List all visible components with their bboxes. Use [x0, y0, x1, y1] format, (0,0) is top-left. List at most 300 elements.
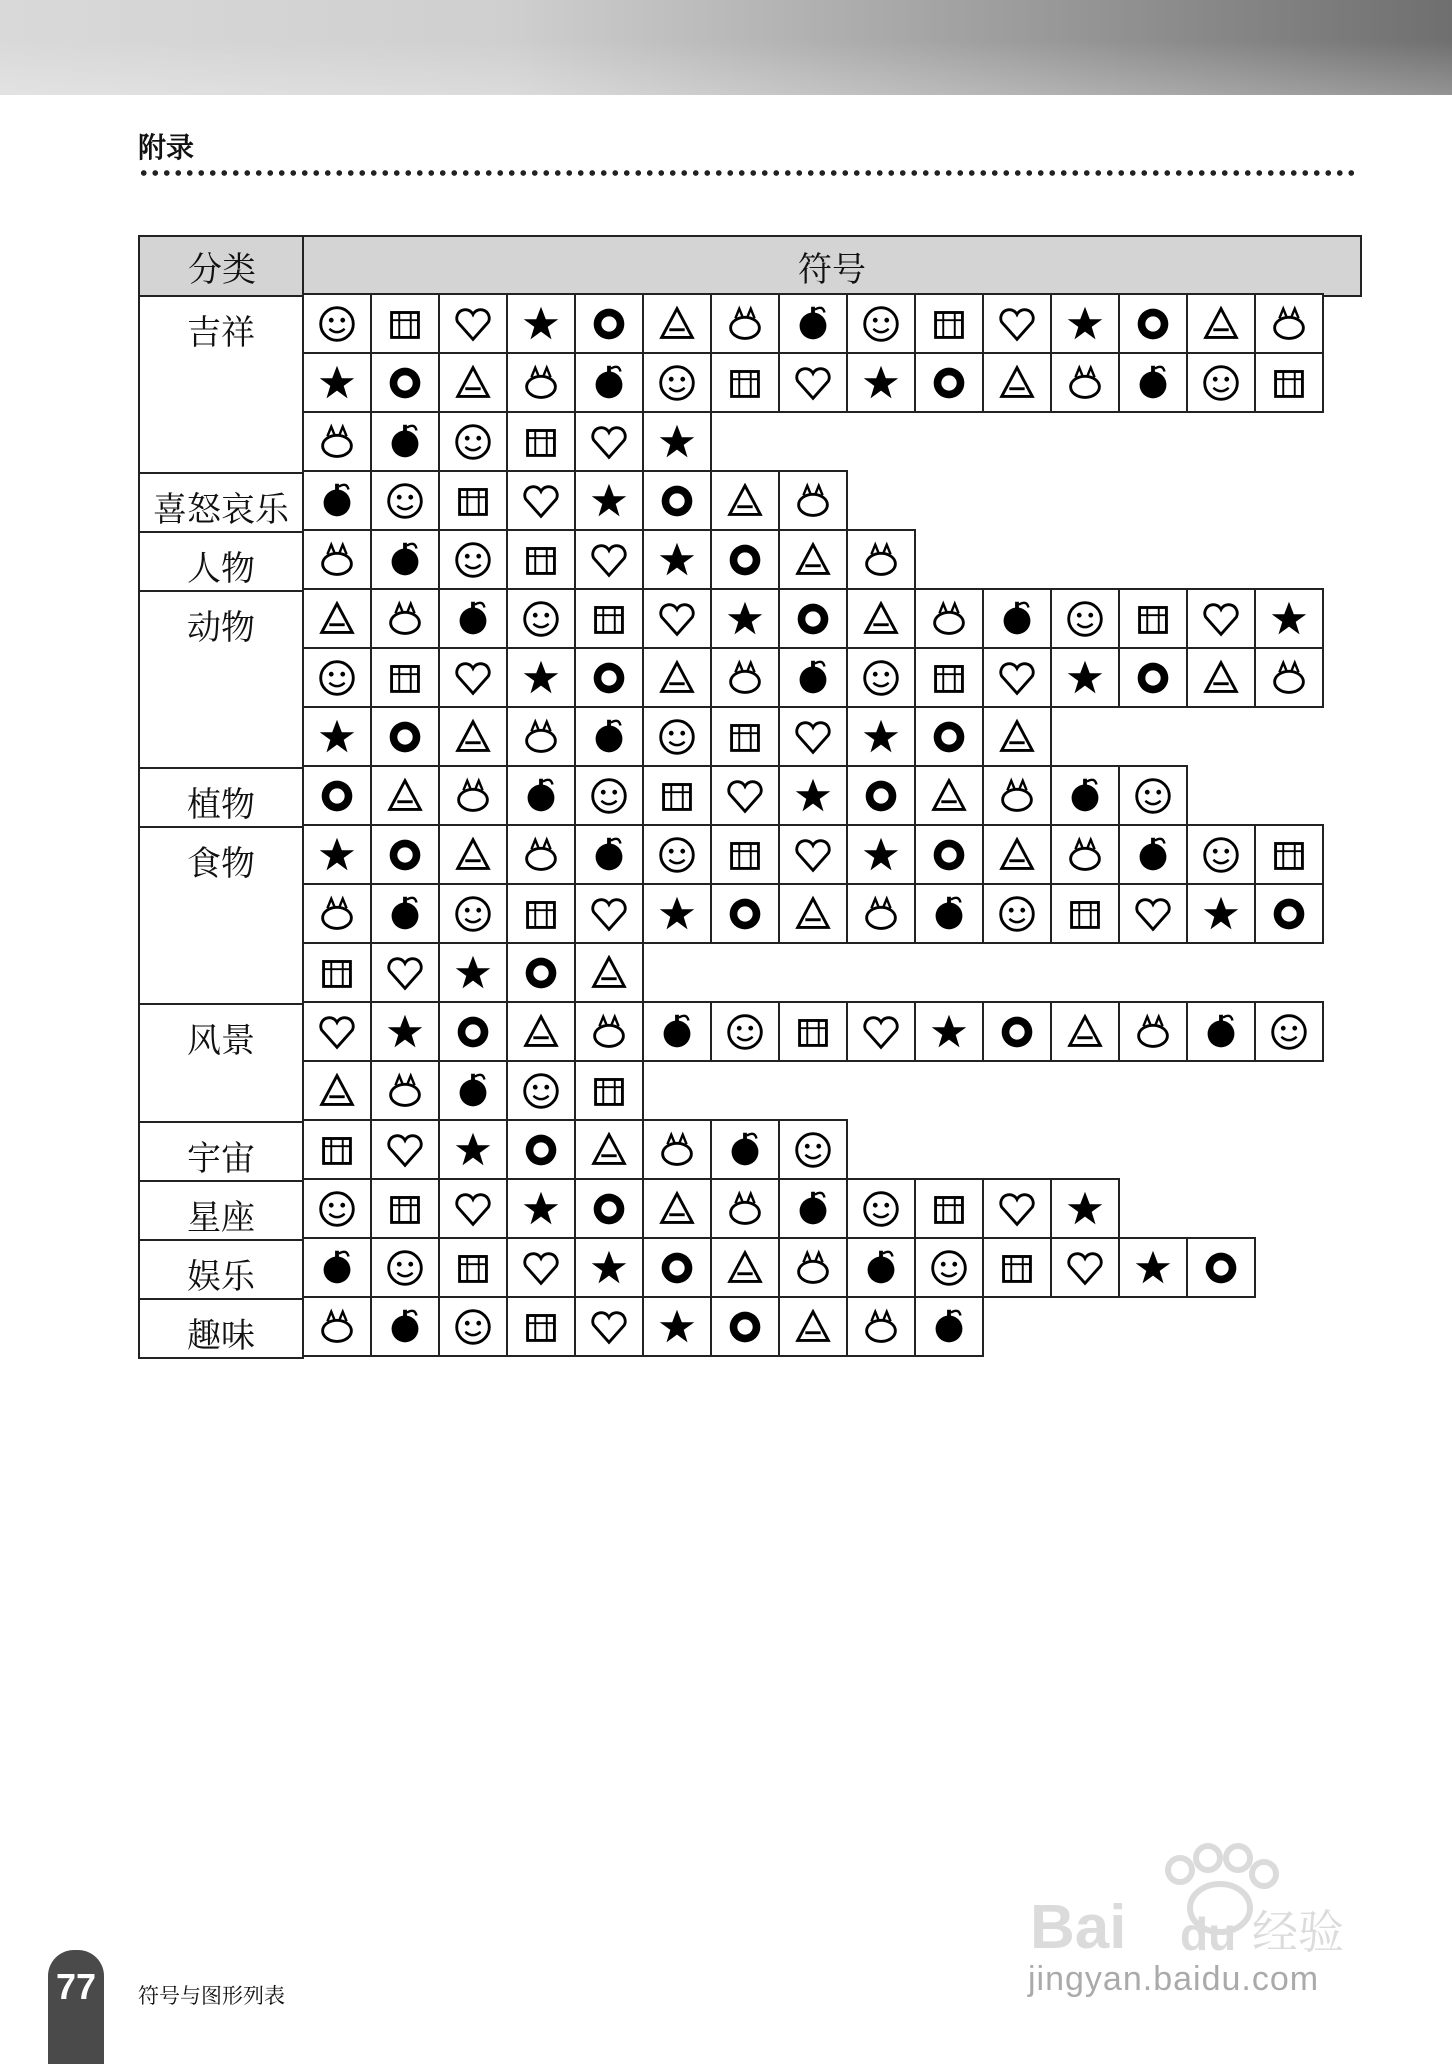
symbol-icon [314, 891, 360, 937]
symbol-cell [642, 647, 712, 708]
symbol-icon [314, 655, 360, 701]
symbol-icon [450, 773, 496, 819]
symbol-icon [314, 950, 360, 996]
symbol-cell [574, 1296, 644, 1357]
symbol-cell [506, 942, 576, 1003]
symbol-cell [506, 824, 576, 885]
symbol-cell [1254, 883, 1324, 944]
symbol-icon [1266, 360, 1312, 406]
symbol-cell [710, 293, 780, 354]
symbol-icon [314, 596, 360, 642]
symbol-cell [438, 706, 508, 767]
symbol-cell [370, 352, 440, 413]
symbol-icon [314, 537, 360, 583]
symbol-icon [926, 832, 972, 878]
symbol-cell [574, 824, 644, 885]
symbol-cell [914, 1296, 984, 1357]
symbol-icon [382, 714, 428, 760]
svg-text:Bai: Bai [1030, 1893, 1127, 1962]
symbol-icon [382, 301, 428, 347]
symbol-icon [994, 832, 1040, 878]
symbol-icon [790, 655, 836, 701]
symbol-cell [438, 529, 508, 590]
symbol-icon [858, 1186, 904, 1232]
symbol-cell [370, 883, 440, 944]
symbol-icon [1198, 1245, 1244, 1291]
symbol-cell [370, 411, 440, 472]
symbol-cell [370, 706, 440, 767]
symbol-icon [382, 891, 428, 937]
symbol-cell [370, 470, 440, 531]
symbol-cell [914, 706, 984, 767]
symbol-cell [914, 824, 984, 885]
symbol-icon [722, 832, 768, 878]
symbol-cell [982, 647, 1052, 708]
symbol-icon [1130, 360, 1176, 406]
symbol-icon [1130, 891, 1176, 937]
symbol-icon [450, 655, 496, 701]
symbol-icon [926, 891, 972, 937]
symbol-icon [1198, 360, 1244, 406]
symbol-icon [1266, 301, 1312, 347]
symbol-icon [858, 1245, 904, 1291]
symbol-cell [914, 588, 984, 649]
symbol-cell [506, 470, 576, 531]
symbol-cell [574, 942, 644, 1003]
symbol-icon [1062, 832, 1108, 878]
symbol-icon [518, 596, 564, 642]
symbol-cell [1050, 824, 1120, 885]
symbol-cell [982, 1001, 1052, 1062]
symbol-cell [370, 1060, 440, 1121]
symbol-icon [1198, 891, 1244, 937]
symbol-icon [790, 714, 836, 760]
symbol-cell [642, 883, 712, 944]
symbol-cell [846, 352, 916, 413]
symbol-cell [574, 588, 644, 649]
symbol-cell [642, 1178, 712, 1239]
symbol-cell [642, 470, 712, 531]
symbol-icon [994, 1009, 1040, 1055]
symbol-icon [790, 891, 836, 937]
symbol-icon [314, 1245, 360, 1291]
symbol-icon [790, 773, 836, 819]
symbol-cell [914, 765, 984, 826]
symbol-cell [642, 1237, 712, 1298]
symbol-icon [450, 1304, 496, 1350]
symbol-icon [1130, 655, 1176, 701]
symbol-icon [722, 1245, 768, 1291]
symbol-cell [982, 293, 1052, 354]
symbol-cell [438, 883, 508, 944]
symbol-icon [586, 1068, 632, 1114]
symbol-icon [450, 832, 496, 878]
dotted-divider [138, 169, 1360, 177]
symbol-icon [790, 301, 836, 347]
symbol-icon [518, 773, 564, 819]
symbol-cell [846, 1296, 916, 1357]
symbol-cell [1050, 588, 1120, 649]
symbol-cell [302, 942, 372, 1003]
symbol-icon [382, 1127, 428, 1173]
symbol-icon [722, 1186, 768, 1232]
symbol-cell [710, 1296, 780, 1357]
symbol-icon [654, 360, 700, 406]
symbol-icon [1266, 655, 1312, 701]
symbol-icon [586, 478, 632, 524]
symbol-icon [382, 360, 428, 406]
symbol-icon [654, 655, 700, 701]
symbol-cell [1050, 1237, 1120, 1298]
symbol-cell [302, 1237, 372, 1298]
symbol-icon [994, 1186, 1040, 1232]
symbol-cell [1050, 1001, 1120, 1062]
symbol-icon [926, 360, 972, 406]
symbol-icon [586, 1245, 632, 1291]
symbol-cell [506, 529, 576, 590]
symbol-icon [518, 655, 564, 701]
symbol-cell [506, 1178, 576, 1239]
symbol-icon [518, 1245, 564, 1291]
category-label: 宇宙 [138, 1121, 304, 1182]
symbol-icon [382, 537, 428, 583]
symbol-icon [654, 1186, 700, 1232]
symbol-cell [438, 352, 508, 413]
symbol-icon [314, 360, 360, 406]
category-label: 植物 [138, 767, 304, 828]
symbol-icon [382, 419, 428, 465]
symbol-cell [710, 1237, 780, 1298]
symbol-icon [518, 1009, 564, 1055]
symbol-icon [722, 360, 768, 406]
symbol-icon [722, 537, 768, 583]
symbol-cell [1254, 1001, 1324, 1062]
symbol-icon [858, 537, 904, 583]
symbol-cell [1118, 293, 1188, 354]
symbol-icon [1198, 596, 1244, 642]
symbol-icon [518, 301, 564, 347]
symbol-icon [858, 301, 904, 347]
symbol-icon [654, 596, 700, 642]
symbol-icon [586, 773, 632, 819]
symbol-icon [858, 596, 904, 642]
symbol-cell [982, 1237, 1052, 1298]
symbol-cell [506, 647, 576, 708]
symbol-cell [302, 529, 372, 590]
symbol-icon [1266, 596, 1312, 642]
symbol-icon [518, 1068, 564, 1114]
symbol-cell [1186, 647, 1256, 708]
symbol-cell [710, 883, 780, 944]
symbol-icon [654, 1009, 700, 1055]
symbol-icon [314, 1186, 360, 1232]
symbol-cell [302, 293, 372, 354]
symbol-icon [450, 537, 496, 583]
symbol-cell [1254, 647, 1324, 708]
symbol-icon [586, 1127, 632, 1173]
symbol-icon [382, 1009, 428, 1055]
symbol-cell [846, 647, 916, 708]
symbol-icon [314, 478, 360, 524]
symbol-cell [710, 352, 780, 413]
svg-text:du: du [1180, 1908, 1237, 1960]
symbol-cell [642, 411, 712, 472]
symbol-cell [574, 647, 644, 708]
symbol-icon [654, 419, 700, 465]
symbol-icon [586, 891, 632, 937]
symbol-cell [574, 765, 644, 826]
svg-text:经验: 经验 [1252, 1905, 1344, 1959]
symbol-cell [710, 647, 780, 708]
symbol-icon [722, 655, 768, 701]
symbol-icon [314, 773, 360, 819]
symbol-icon [518, 478, 564, 524]
symbol-cell [846, 588, 916, 649]
symbol-cell [370, 647, 440, 708]
symbol-cell [506, 883, 576, 944]
symbol-cell [1118, 883, 1188, 944]
symbol-cell [1118, 352, 1188, 413]
symbol-cell [1050, 765, 1120, 826]
symbol-icon [586, 419, 632, 465]
symbol-icon [314, 832, 360, 878]
symbol-icon [926, 301, 972, 347]
category-label: 动物 [138, 590, 304, 769]
symbol-icon [382, 596, 428, 642]
symbol-cell [438, 1178, 508, 1239]
symbol-cell [778, 293, 848, 354]
symbol-cell [302, 824, 372, 885]
symbol-cell [302, 1178, 372, 1239]
symbol-cell [302, 883, 372, 944]
symbol-cell [846, 1237, 916, 1298]
symbol-cell [778, 470, 848, 531]
symbol-cell [1050, 352, 1120, 413]
symbol-icon [586, 1009, 632, 1055]
symbol-icon [450, 1245, 496, 1291]
symbol-cell [370, 942, 440, 1003]
symbol-cell [1186, 352, 1256, 413]
symbol-icon [926, 1304, 972, 1350]
symbol-icon [858, 655, 904, 701]
symbol-icon [994, 773, 1040, 819]
symbol-icon [518, 950, 564, 996]
symbol-cell [302, 1119, 372, 1180]
symbol-cell [642, 765, 712, 826]
symbol-icon [858, 714, 904, 760]
symbol-cell [370, 824, 440, 885]
symbol-cell [778, 529, 848, 590]
symbol-cell [1118, 647, 1188, 708]
symbol-cell [914, 883, 984, 944]
symbol-icon [790, 1186, 836, 1232]
symbol-cell [778, 1296, 848, 1357]
symbol-cell [778, 765, 848, 826]
symbol-cell [1254, 588, 1324, 649]
symbol-cell [710, 588, 780, 649]
symbol-cell [778, 588, 848, 649]
symbol-icon [722, 596, 768, 642]
symbol-cell [438, 942, 508, 1003]
category-label: 趣味 [138, 1298, 304, 1359]
symbol-icon [994, 714, 1040, 760]
symbol-cell [574, 1119, 644, 1180]
footer-title: 符号与图形列表 [138, 1984, 285, 2008]
symbol-icon [654, 891, 700, 937]
symbol-cell [642, 1001, 712, 1062]
symbol-icon [926, 596, 972, 642]
symbol-cell [982, 883, 1052, 944]
symbol-icon [1198, 1009, 1244, 1055]
symbol-cell [438, 647, 508, 708]
symbol-icon [586, 950, 632, 996]
symbol-icon [926, 655, 972, 701]
symbol-cell [506, 1119, 576, 1180]
symbol-icon [654, 832, 700, 878]
symbol-icon [1062, 891, 1108, 937]
symbol-icon [926, 1009, 972, 1055]
symbol-cell [1118, 1001, 1188, 1062]
symbol-cell [710, 824, 780, 885]
symbol-icon [790, 832, 836, 878]
symbol-cell [642, 529, 712, 590]
symbol-icon [450, 1186, 496, 1232]
symbol-cell [370, 1119, 440, 1180]
symbol-cell [1186, 1001, 1256, 1062]
symbol-cell [710, 706, 780, 767]
symbol-cell [1186, 1237, 1256, 1298]
symbol-icon [722, 1127, 768, 1173]
symbol-icon [1266, 891, 1312, 937]
symbol-icon [314, 1068, 360, 1114]
symbol-cell [438, 411, 508, 472]
symbol-cell [1050, 883, 1120, 944]
symbol-cell [302, 470, 372, 531]
symbol-cell [642, 588, 712, 649]
symbol-icon [654, 301, 700, 347]
symbol-icon [518, 1304, 564, 1350]
symbol-cell [846, 883, 916, 944]
category-label: 娱乐 [138, 1239, 304, 1300]
page-number: 77 [55, 1966, 97, 2007]
symbol-icon [450, 1068, 496, 1114]
symbol-icon [314, 714, 360, 760]
symbol-icon [790, 1304, 836, 1350]
symbol-cell [438, 588, 508, 649]
symbol-cell [982, 588, 1052, 649]
symbol-icon [450, 478, 496, 524]
symbol-cell [506, 588, 576, 649]
symbol-cell [370, 1296, 440, 1357]
symbol-icon [790, 478, 836, 524]
symbol-icon [858, 1009, 904, 1055]
symbol-cell [1118, 765, 1188, 826]
symbol-icon [994, 301, 1040, 347]
symbol-cell [302, 1060, 372, 1121]
symbol-cell [1118, 588, 1188, 649]
symbol-icon [654, 537, 700, 583]
symbol-icon [518, 714, 564, 760]
symbol-cell [574, 1237, 644, 1298]
symbol-icon [586, 1304, 632, 1350]
symbol-icon [382, 1304, 428, 1350]
symbol-icon [450, 419, 496, 465]
symbol-cell [982, 765, 1052, 826]
header-symbols: 符号 [302, 235, 1362, 297]
category-label: 风景 [138, 1003, 304, 1123]
symbol-icon [1198, 655, 1244, 701]
symbol-icon [1266, 1009, 1312, 1055]
symbol-icon [1062, 773, 1108, 819]
symbol-cell [914, 1178, 984, 1239]
symbol-icon [722, 1304, 768, 1350]
symbol-icon [994, 655, 1040, 701]
symbol-icon [518, 891, 564, 937]
symbol-cell [574, 1001, 644, 1062]
symbol-cell [438, 1237, 508, 1298]
symbol-icon [1062, 301, 1108, 347]
symbol-icon [926, 1245, 972, 1291]
symbol-cell [642, 352, 712, 413]
symbol-icon [382, 655, 428, 701]
symbol-icon [1062, 596, 1108, 642]
symbol-cell [982, 706, 1052, 767]
symbol-icon [518, 537, 564, 583]
symbol-icon [654, 1127, 700, 1173]
symbol-icon [994, 891, 1040, 937]
symbol-icon [858, 773, 904, 819]
symbol-icon [1130, 1009, 1176, 1055]
symbol-cell [1118, 1237, 1188, 1298]
symbol-cell [370, 1001, 440, 1062]
symbol-icon [314, 1127, 360, 1173]
symbol-icon [858, 1304, 904, 1350]
symbol-icon [654, 1304, 700, 1350]
symbol-cell [1186, 883, 1256, 944]
symbol-icon [790, 1127, 836, 1173]
symbol-cell [370, 588, 440, 649]
symbol-cell [710, 529, 780, 590]
symbol-cell [1254, 824, 1324, 885]
symbol-cell [302, 411, 372, 472]
symbol-icon [1062, 655, 1108, 701]
symbol-cell [506, 1296, 576, 1357]
symbol-icon [790, 1245, 836, 1291]
symbol-cell [506, 1060, 576, 1121]
category-label: 喜怒哀乐 [138, 472, 304, 533]
symbol-icon [450, 360, 496, 406]
symbol-icon [382, 950, 428, 996]
symbol-icon [654, 1245, 700, 1291]
symbol-icon [450, 891, 496, 937]
symbol-icon [450, 301, 496, 347]
symbol-cell [574, 470, 644, 531]
symbol-cell [710, 470, 780, 531]
symbol-cell [778, 352, 848, 413]
symbol-icon [314, 301, 360, 347]
symbol-cell [642, 293, 712, 354]
symbol-cell [438, 1296, 508, 1357]
symbol-cell [574, 411, 644, 472]
symbol-cell [438, 1001, 508, 1062]
symbol-cell [982, 1178, 1052, 1239]
symbol-cell [574, 529, 644, 590]
symbol-cell [642, 824, 712, 885]
symbol-cell [1186, 588, 1256, 649]
symbol-icon [586, 655, 632, 701]
symbol-icon [450, 1009, 496, 1055]
symbol-icon [1130, 301, 1176, 347]
